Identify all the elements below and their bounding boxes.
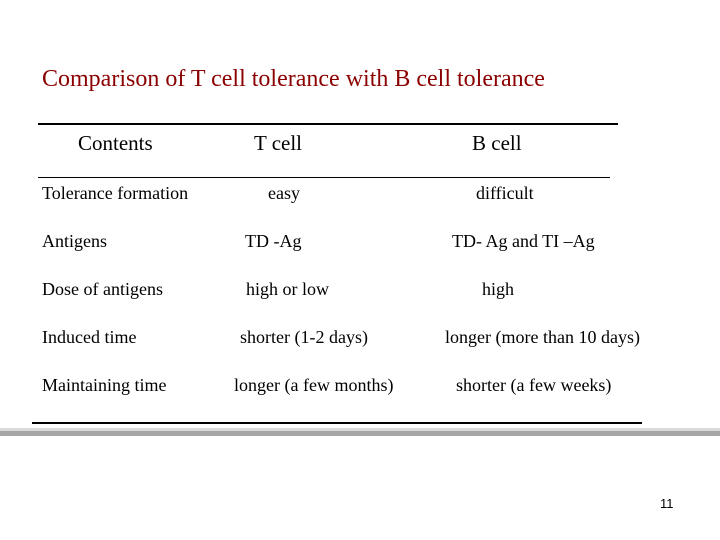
row-label: Tolerance formation [42, 183, 189, 203]
header-contents: Contents [78, 131, 153, 155]
page-number: 11 [660, 496, 674, 511]
header-rule [38, 177, 610, 178]
header-t-cell: T cell [254, 131, 303, 155]
row-b-cell-value: longer (more than 10 days) [445, 327, 640, 347]
row-label: Induced time [42, 327, 137, 347]
row-b-cell-value: TD- Ag and TI –Ag [452, 231, 595, 251]
header-b-cell: B cell [472, 131, 522, 155]
row-b-cell-value: high [482, 279, 515, 299]
row-b-cell-value: shorter (a few weeks) [456, 375, 612, 395]
row-t-cell-value: high or low [246, 279, 329, 299]
row-label: Antigens [42, 231, 107, 251]
row-t-cell-value: easy [268, 183, 300, 203]
row-t-cell-value: longer (a few months) [234, 375, 394, 395]
row-label: Dose of antigens [42, 279, 163, 299]
slide-title: Comparison of T cell tolerance with B cell tolerance [42, 66, 545, 92]
row-t-cell-value: shorter (1-2 days) [240, 327, 368, 347]
row-b-cell-value: difficult [476, 183, 534, 203]
table-top-rule [38, 123, 618, 125]
footer-bar [0, 431, 720, 436]
table-bottom-rule [32, 422, 642, 424]
row-label: Maintaining time [42, 375, 167, 395]
row-t-cell-value: TD -Ag [245, 231, 302, 251]
